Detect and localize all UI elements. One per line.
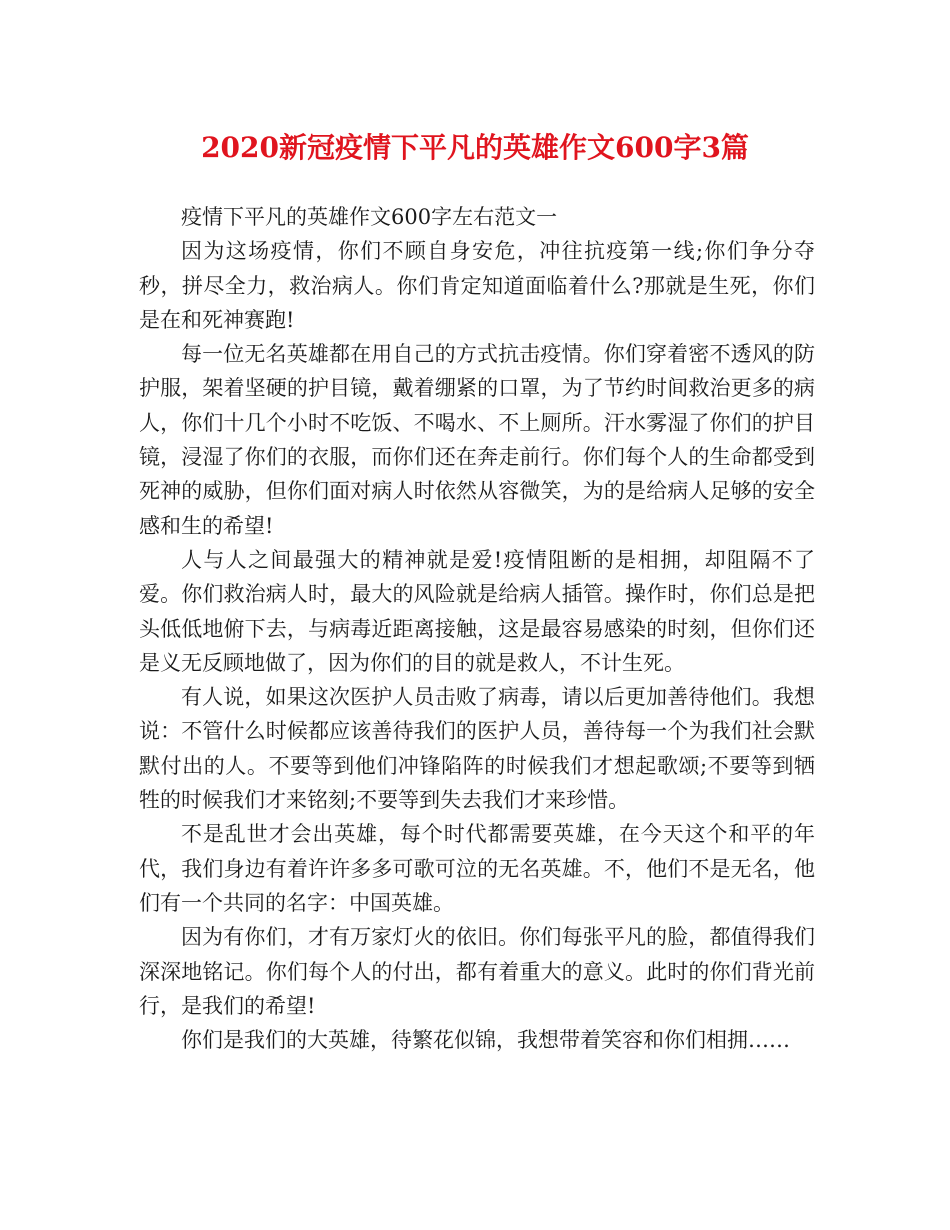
paragraph-7: 你们是我们的大英雄，待繁花似锦，我想带着笑容和你们相拥…… bbox=[181, 1028, 790, 1053]
paragraph-3: 人与人之间最强大的精神就是爱!疫情阻断的是相拥，却阻隔不了爱。你们救治病人时，最大的风险就是给病人插管。操作时，你们总是把头低低地俯下去，与病毒近距离接触，这是最容易感染的时刻，但你们还是义无反顾地做了，因为你们的目的就是救人，不计生死。 bbox=[139, 547, 815, 675]
paragraph-2: 每一位无名英雄都在用自己的方式抗击疫情。你们穿着密不透风的防护服，架着坚硬的护目镜，戴着绷紧的口罩，为了节约时间救治更多的病人，你们十几个小时不吃饭、不喝水、不上厕所。汗水雾湿了你们的护目镜，浸湿了你们的衣服，而你们还在奔走前行。你们每个人的生命都受到死神的威胁，但你们面对病人时依然从容微笑，为的是给病人足够的安全感和生的希望! bbox=[139, 342, 815, 538]
document-body bbox=[139, 200, 815, 1057]
document-title: 2020新冠疫情下平凡的英雄作文600字3篇 bbox=[201, 131, 749, 164]
paragraph-6: 因为有你们，才有万家灯火的依旧。你们每张平凡的脸，都值得我们深深地铭记。你们每个人的付出，都有着重大的意义。此时的你们背光前行，是我们的希望! bbox=[139, 925, 815, 1018]
paragraph-5: 不是乱世才会出英雄，每个时代都需要英雄，在今天这个和平的年代，我们身边有着许许多多可歌可泣的无名英雄。不，他们不是无名，他们有一个共同的名字：中国英雄。 bbox=[139, 822, 815, 915]
section-subtitle: 疫情下平凡的英雄作文600字左右范文一 bbox=[181, 205, 558, 229]
paragraph-4: 有人说，如果这次医护人员击败了病毒，请以后更加善待他们。我想说：不管什么时候都应该善待我们的医护人员，善待每一个为我们社会默默付出的人。不要等到他们冲锋陷阵的时候我们才想起歌颂;不要等到牺牲的时候我们才来铭刻;不要等到失去我们才来珍惜。 bbox=[139, 685, 815, 813]
paragraph-1: 因为这场疫情，你们不顾自身安危，冲往抗疫第一线;你们争分夺秒，拼尽全力，救治病人。你们肯定知道面临着什么?那就是生死，你们是在和死神赛跑! bbox=[139, 239, 815, 332]
